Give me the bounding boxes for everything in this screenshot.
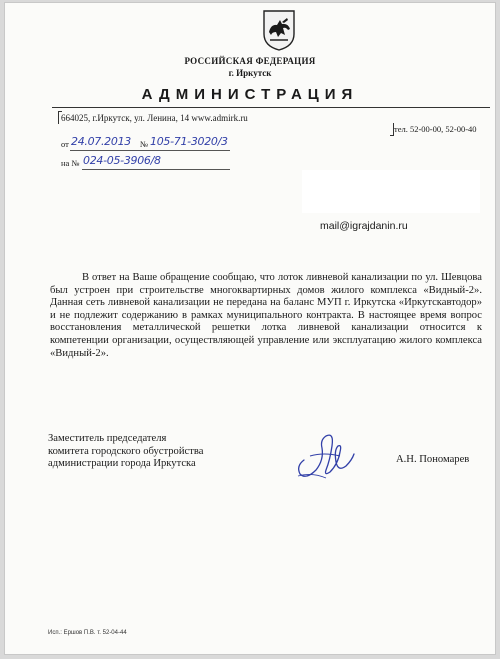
- phone-numbers: тел. 52-00-00, 52-00-40: [394, 124, 477, 134]
- signer-position-line: комитета городского обустройства: [48, 445, 204, 457]
- city-name: г. Иркутск: [228, 68, 272, 78]
- header-rule: [52, 107, 490, 108]
- recipient-email: mail@igrajdanin.ru: [320, 220, 408, 232]
- signer-position-line: Заместитель председателя: [48, 433, 167, 444]
- letter-page: [4, 2, 496, 655]
- irkutsk-coat-of-arms-icon: [261, 8, 297, 52]
- outgoing-date: 24.07.2013: [71, 135, 131, 148]
- number-underline: [70, 150, 230, 151]
- address-line: 664025, г.Иркутск, ул. Ленина, 14 www.admirk.ru: [61, 113, 248, 123]
- signer-position-line: администрации города Иркутска: [48, 458, 196, 470]
- signer-name: А.Н. Пономарев: [396, 454, 470, 465]
- reference-underline: [82, 169, 230, 170]
- reference-number: 024-05-3906/8: [83, 154, 161, 167]
- handwritten-signature: [290, 426, 360, 486]
- executor-line: Исп.: Ершов П.В. т. 52-04-44: [48, 630, 127, 636]
- signer-position: [48, 433, 203, 471]
- reference-label: на №: [61, 158, 80, 168]
- body-paragraph: В ответ на Ваше обращение сообщаю, что лоток ливневой канализации по ул. Шевцова был устроен при строительстве многоквартирных домов жилого комплекса «Видный-2». Данная сеть ливневой канализации не передана на баланс МУП г. Иркутска «Иркутскавтодор» и не подлежит содержанию в рамках муниципального контракта. В настоящее время вопрос восстановления металлической решетки лотка ливневой канализации относится к компетенции организации, осуществляющей управление или эксплуатацию жилого комплекса «Видный-2».: [50, 272, 482, 359]
- letter-body: [50, 272, 482, 360]
- outgoing-number: 105-71-3020/3: [150, 135, 228, 148]
- date-label: от: [61, 139, 69, 149]
- country-name: РОССИЙСКАЯ ФЕДЕРАЦИЯ: [184, 56, 316, 66]
- number-label: №: [140, 139, 149, 149]
- redacted-recipient: [302, 170, 480, 213]
- organization-title: АДМИНИСТРАЦИЯ: [141, 86, 359, 103]
